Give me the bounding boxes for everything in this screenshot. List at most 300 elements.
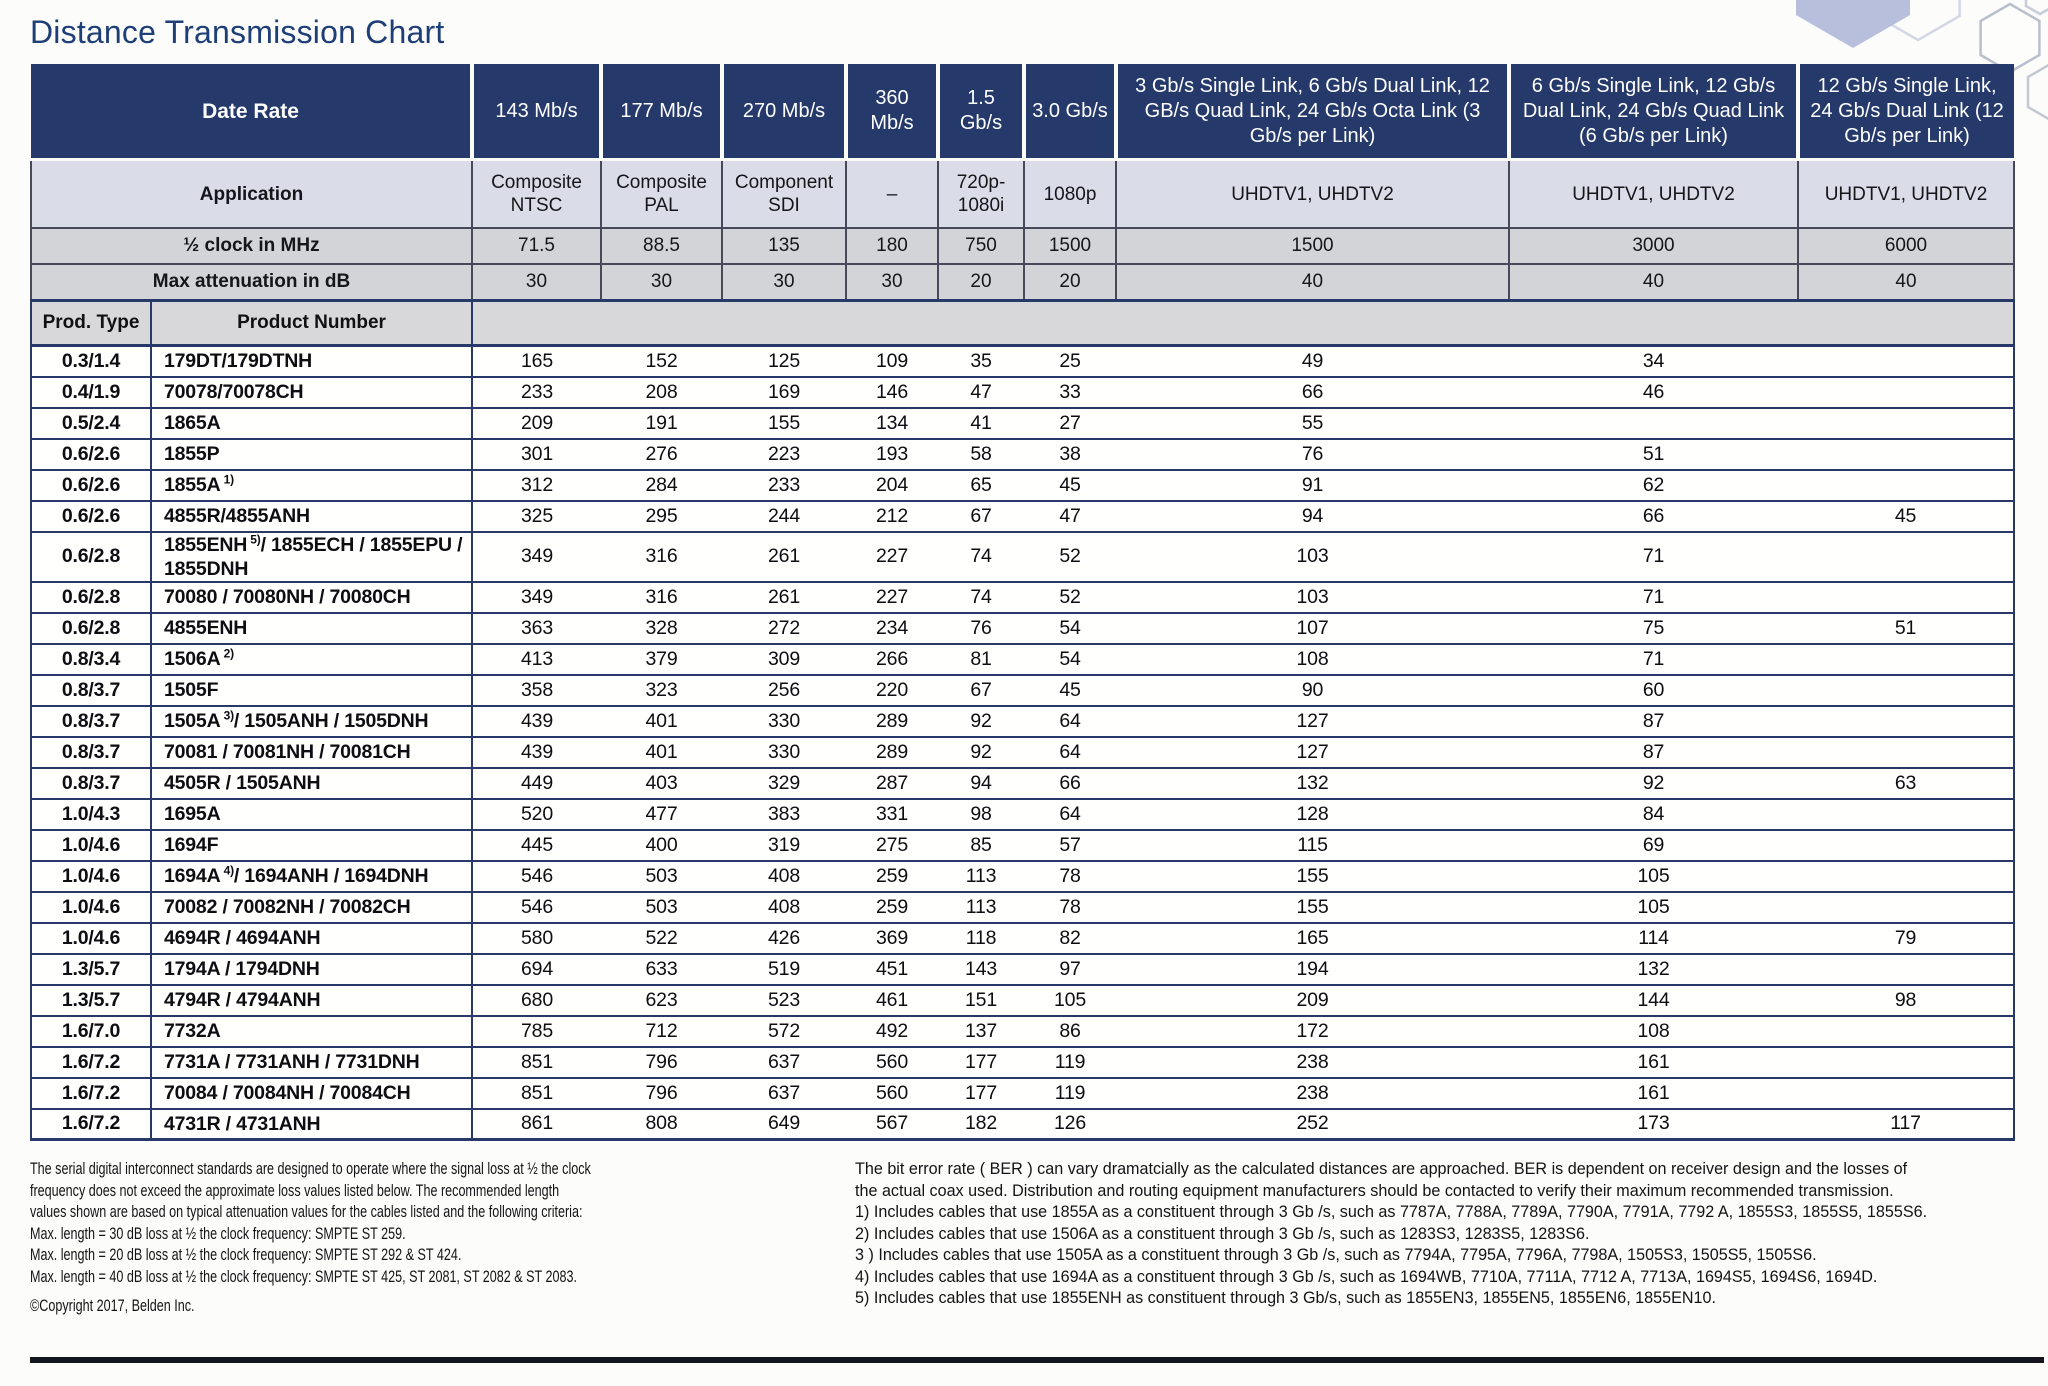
bottom-rule bbox=[30, 1357, 2044, 1363]
distance-value-cell: 78 bbox=[1024, 861, 1116, 892]
product-number-cell: 1695A bbox=[151, 799, 472, 830]
table-body bbox=[31, 346, 2014, 1140]
distance-value-cell: 84 bbox=[1509, 799, 1798, 830]
distance-value-cell: 151 bbox=[938, 985, 1024, 1016]
distance-value-cell: 81 bbox=[938, 644, 1024, 675]
distance-value-cell: 57 bbox=[1024, 830, 1116, 861]
distance-value-cell: 87 bbox=[1509, 737, 1798, 768]
product-number-cell: 1505F bbox=[151, 675, 472, 706]
distance-value-cell: 503 bbox=[601, 861, 722, 892]
distance-value-cell: 98 bbox=[1798, 985, 2014, 1016]
distance-value-cell: 401 bbox=[601, 737, 722, 768]
distance-value-cell: 87 bbox=[1509, 706, 1798, 737]
distance-value-cell: 492 bbox=[846, 1016, 938, 1047]
distance-value-cell: 108 bbox=[1509, 1016, 1798, 1047]
footnote-line: 5) Includes cables that use 1855ENH as constituent through 3 Gb/s, such as 1855EN3, 1855EN5, 1855EN6, 1855EN10. bbox=[855, 1288, 1716, 1307]
distance-value-cell: 177 bbox=[938, 1047, 1024, 1078]
distance-value-cell: 45 bbox=[1024, 675, 1116, 706]
distance-value-cell: 38 bbox=[1024, 439, 1116, 470]
product-number-cell: 1694A $^{4)}$/ 1694ANH / 1694DNH bbox=[151, 861, 472, 892]
prod-type-cell: 1.0/4.6 bbox=[31, 923, 151, 954]
distance-value-cell bbox=[1798, 470, 2014, 501]
footnote-reference: 3) bbox=[220, 708, 234, 723]
distance-value-cell bbox=[1798, 644, 2014, 675]
distance-value-cell: 92 bbox=[938, 706, 1024, 737]
distance-value-cell: 64 bbox=[1024, 706, 1116, 737]
table-row bbox=[31, 1016, 2014, 1047]
table-row bbox=[31, 1109, 2014, 1140]
header-row-half-clock bbox=[31, 228, 2014, 264]
header-row-product bbox=[31, 301, 2014, 346]
distance-value-cell: 66 bbox=[1509, 501, 1798, 532]
distance-value-cell bbox=[1798, 706, 2014, 737]
table-row bbox=[31, 501, 2014, 532]
distance-value-cell bbox=[1798, 799, 2014, 830]
distance-value-cell: 128 bbox=[1116, 799, 1509, 830]
distance-value-cell: 78 bbox=[1024, 892, 1116, 923]
distance-value-cell: 256 bbox=[722, 675, 846, 706]
product-number-cell: 1694F bbox=[151, 830, 472, 861]
table-row bbox=[31, 532, 2014, 582]
distance-value-cell: 90 bbox=[1116, 675, 1509, 706]
distance-value-cell: 266 bbox=[846, 644, 938, 675]
prod-type-cell: 1.0/4.6 bbox=[31, 861, 151, 892]
max-attenuation-cell: 30 bbox=[846, 264, 938, 301]
prod-type-cell: 0.5/2.4 bbox=[31, 408, 151, 439]
distance-value-cell: 75 bbox=[1509, 613, 1798, 644]
footnote-left-lines bbox=[30, 1158, 681, 1287]
distance-value-cell: 172 bbox=[1116, 1016, 1509, 1047]
distance-value-cell: 52 bbox=[1024, 532, 1116, 582]
half-clock-header: ½ clock in MHz bbox=[31, 228, 472, 264]
distance-value-cell: 851 bbox=[472, 1047, 601, 1078]
distance-value-cell: 363 bbox=[472, 613, 601, 644]
distance-value-cell: 152 bbox=[601, 346, 722, 377]
distance-value-cell: 330 bbox=[722, 737, 846, 768]
product-number-cell: 4855R/4855ANH bbox=[151, 501, 472, 532]
hexagon-outline-small-icon bbox=[2026, 0, 2048, 14]
distance-value-cell bbox=[1798, 675, 2014, 706]
prod-type-cell: 1.6/7.2 bbox=[31, 1109, 151, 1140]
distance-value-cell: 173 bbox=[1509, 1109, 1798, 1140]
prod-type-cell: 0.8/3.7 bbox=[31, 737, 151, 768]
distance-value-cell: 67 bbox=[938, 675, 1024, 706]
table-row bbox=[31, 706, 2014, 737]
distance-value-cell: 118 bbox=[938, 923, 1024, 954]
prod-type-cell: 1.0/4.3 bbox=[31, 799, 151, 830]
product-number-cell: 1855ENH $^{5)}$/ 1855ECH / 1855EPU / 1855DNH bbox=[151, 532, 472, 582]
table-row bbox=[31, 1078, 2014, 1109]
distance-value-cell: 146 bbox=[846, 377, 938, 408]
distance-value-cell: 45 bbox=[1024, 470, 1116, 501]
distance-value-cell: 325 bbox=[472, 501, 601, 532]
prod-type-cell: 0.6/2.6 bbox=[31, 470, 151, 501]
distance-value-cell: 92 bbox=[938, 737, 1024, 768]
table-row bbox=[31, 737, 2014, 768]
prod-type-cell: 1.6/7.0 bbox=[31, 1016, 151, 1047]
distance-value-cell: 69 bbox=[1509, 830, 1798, 861]
distance-value-cell: 445 bbox=[472, 830, 601, 861]
distance-value-cell: 623 bbox=[601, 985, 722, 1016]
distance-value-cell: 289 bbox=[846, 737, 938, 768]
distance-value-cell: 796 bbox=[601, 1078, 722, 1109]
distance-value-cell: 132 bbox=[1509, 954, 1798, 985]
distance-value-cell: 408 bbox=[722, 861, 846, 892]
distance-value-cell: 312 bbox=[472, 470, 601, 501]
table-row bbox=[31, 799, 2014, 830]
distance-value-cell: 567 bbox=[846, 1109, 938, 1140]
distance-value-cell: 329 bbox=[722, 768, 846, 799]
distance-value-cell: 66 bbox=[1024, 768, 1116, 799]
table-row bbox=[31, 985, 2014, 1016]
product-number-cell: 70081 / 70081NH / 70081CH bbox=[151, 737, 472, 768]
prod-type-cell: 0.8/3.4 bbox=[31, 644, 151, 675]
distance-value-cell: 259 bbox=[846, 861, 938, 892]
table-row bbox=[31, 644, 2014, 675]
distance-value-cell: 238 bbox=[1116, 1078, 1509, 1109]
distance-value-cell: 63 bbox=[1798, 768, 2014, 799]
distance-value-cell bbox=[1509, 408, 1798, 439]
distance-value-cell: 694 bbox=[472, 954, 601, 985]
distance-value-cell: 137 bbox=[938, 1016, 1024, 1047]
distance-value-cell: 227 bbox=[846, 532, 938, 582]
prod-type-cell: 0.8/3.7 bbox=[31, 706, 151, 737]
table-row bbox=[31, 439, 2014, 470]
product-number-cell: 7731A / 7731ANH / 7731DNH bbox=[151, 1047, 472, 1078]
distance-value-cell: 41 bbox=[938, 408, 1024, 439]
product-header-spacer bbox=[472, 301, 2014, 346]
distance-value-cell: 522 bbox=[601, 923, 722, 954]
table-row bbox=[31, 582, 2014, 613]
distance-value-cell: 161 bbox=[1509, 1078, 1798, 1109]
distance-value-cell: 64 bbox=[1024, 799, 1116, 830]
distance-value-cell: 209 bbox=[472, 408, 601, 439]
distance-value-cell: 261 bbox=[722, 532, 846, 582]
prod-type-cell: 1.0/4.6 bbox=[31, 830, 151, 861]
product-number-cell: 1506A $^{2)}$ bbox=[151, 644, 472, 675]
footnote-line: The serial digital interconnect standards are designed to operate where the signal loss at ½ the clock bbox=[30, 1159, 591, 1178]
distance-value-cell: 301 bbox=[472, 439, 601, 470]
prod-type-header: Prod. Type bbox=[31, 301, 151, 346]
application-cell: UHDTV1, UHDTV2 bbox=[1116, 160, 1509, 229]
footnote-right bbox=[855, 1158, 2048, 1309]
distance-value-cell: 114 bbox=[1509, 923, 1798, 954]
distance-value-cell: 49 bbox=[1116, 346, 1509, 377]
distance-value-cell: 323 bbox=[601, 675, 722, 706]
distance-value-cell: 51 bbox=[1509, 439, 1798, 470]
table-row bbox=[31, 377, 2014, 408]
page-title: Distance Transmission Chart bbox=[30, 14, 445, 50]
product-number-cell: 1865A bbox=[151, 408, 472, 439]
distance-value-cell: 107 bbox=[1116, 613, 1509, 644]
distance-value-cell bbox=[1798, 532, 2014, 582]
half-clock-cell: 88.5 bbox=[601, 228, 722, 264]
distance-value-cell: 109 bbox=[846, 346, 938, 377]
distance-value-cell: 126 bbox=[1024, 1109, 1116, 1140]
prod-type-cell: 0.6/2.8 bbox=[31, 532, 151, 582]
prod-type-cell: 1.0/4.6 bbox=[31, 892, 151, 923]
footnote-line: 4) Includes cables that use 1694A as a constituent through 3 Gb /s, such as 1694WB, 7710A, 7711A, 7712 A, 7713A, 1694S5, 1694S6, 1694D. bbox=[855, 1266, 1878, 1286]
distance-value-cell: 103 bbox=[1116, 582, 1509, 613]
product-number-cell: 70084 / 70084NH / 70084CH bbox=[151, 1078, 472, 1109]
application-cell: Composite NTSC bbox=[472, 160, 601, 229]
distance-value-cell: 54 bbox=[1024, 613, 1116, 644]
table-row bbox=[31, 892, 2014, 923]
product-number-cell: 7732A bbox=[151, 1016, 472, 1047]
distance-value-cell: 560 bbox=[846, 1047, 938, 1078]
distance-value-cell: 572 bbox=[722, 1016, 846, 1047]
distance-value-cell: 520 bbox=[472, 799, 601, 830]
distance-value-cell: 503 bbox=[601, 892, 722, 923]
distance-value-cell: 408 bbox=[722, 892, 846, 923]
distance-value-cell: 580 bbox=[472, 923, 601, 954]
half-clock-cell: 71.5 bbox=[472, 228, 601, 264]
distance-value-cell bbox=[1798, 582, 2014, 613]
product-number-cell: 70080 / 70080NH / 70080CH bbox=[151, 582, 472, 613]
distance-value-cell: 209 bbox=[1116, 985, 1509, 1016]
header-row-application bbox=[31, 160, 2014, 229]
distance-value-cell: 234 bbox=[846, 613, 938, 644]
prod-type-cell: 1.3/5.7 bbox=[31, 954, 151, 985]
application-header: Application bbox=[31, 160, 472, 229]
max-attenuation-cell: 20 bbox=[1024, 264, 1116, 301]
distance-value-cell: 851 bbox=[472, 1078, 601, 1109]
distance-value-cell bbox=[1798, 954, 2014, 985]
distance-value-cell: 91 bbox=[1116, 470, 1509, 501]
distance-value-cell: 105 bbox=[1509, 892, 1798, 923]
table-row bbox=[31, 861, 2014, 892]
distance-value-cell: 289 bbox=[846, 706, 938, 737]
distance-value-cell: 519 bbox=[722, 954, 846, 985]
half-clock-cell: 750 bbox=[938, 228, 1024, 264]
rate-column-header: 1.5 Gb/s bbox=[938, 64, 1024, 160]
distance-value-cell: 204 bbox=[846, 470, 938, 501]
distance-value-cell: 451 bbox=[846, 954, 938, 985]
rate-column-header: 6 Gb/s Single Link, 12 Gb/s Dual Link, 24 Gb/s Quad Link (6 Gb/s per Link) bbox=[1509, 64, 1798, 160]
distance-value-cell: 79 bbox=[1798, 923, 2014, 954]
distance-value-cell: 132 bbox=[1116, 768, 1509, 799]
distance-value-cell: 193 bbox=[846, 439, 938, 470]
distance-value-cell: 233 bbox=[472, 377, 601, 408]
distance-value-cell: 276 bbox=[601, 439, 722, 470]
distance-value-cell: 319 bbox=[722, 830, 846, 861]
application-cell: Component SDI bbox=[722, 160, 846, 229]
distance-value-cell: 252 bbox=[1116, 1109, 1509, 1140]
prod-type-cell: 0.6/2.6 bbox=[31, 501, 151, 532]
distance-value-cell: 328 bbox=[601, 613, 722, 644]
distance-value-cell: 155 bbox=[1116, 861, 1509, 892]
prod-type-cell: 0.6/2.8 bbox=[31, 613, 151, 644]
rate-column-header: 143 Mb/s bbox=[472, 64, 601, 160]
header-row-max-attenuation bbox=[31, 264, 2014, 301]
hexagon-outline-cut-icon bbox=[2028, 62, 2048, 122]
distance-value-cell: 861 bbox=[472, 1109, 601, 1140]
distance-value-cell: 261 bbox=[722, 582, 846, 613]
distance-value-cell bbox=[1798, 830, 2014, 861]
distance-value-cell bbox=[1798, 1047, 2014, 1078]
distance-value-cell: 295 bbox=[601, 501, 722, 532]
table-row bbox=[31, 830, 2014, 861]
distance-value-cell bbox=[1798, 1016, 2014, 1047]
distance-value-cell: 74 bbox=[938, 532, 1024, 582]
distance-value-cell: 358 bbox=[472, 675, 601, 706]
distance-value-cell: 34 bbox=[1509, 346, 1798, 377]
footnote-reference: 2) bbox=[220, 646, 234, 661]
distance-value-cell: 461 bbox=[846, 985, 938, 1016]
distance-value-cell: 680 bbox=[472, 985, 601, 1016]
distance-value-cell: 64 bbox=[1024, 737, 1116, 768]
footnote-line: Max. length = 40 dB loss at ½ the clock frequency: SMPTE ST 425, ST 2081, ST 2082 & ST 2083. bbox=[30, 1266, 577, 1286]
table-row bbox=[31, 470, 2014, 501]
footnote-line: Max. length = 20 dB loss at ½ the clock frequency: SMPTE ST 292 & ST 424. bbox=[30, 1245, 462, 1264]
distance-value-cell: 330 bbox=[722, 706, 846, 737]
half-clock-cell: 135 bbox=[722, 228, 846, 264]
distance-value-cell: 649 bbox=[722, 1109, 846, 1140]
distance-value-cell: 401 bbox=[601, 706, 722, 737]
table-row bbox=[31, 408, 2014, 439]
distance-value-cell: 155 bbox=[722, 408, 846, 439]
distance-value-cell: 808 bbox=[601, 1109, 722, 1140]
distance-value-cell: 97 bbox=[1024, 954, 1116, 985]
distance-value-cell: 54 bbox=[1024, 644, 1116, 675]
prod-type-cell: 0.6/2.8 bbox=[31, 582, 151, 613]
distance-value-cell: 27 bbox=[1024, 408, 1116, 439]
product-number-cell: 4855ENH bbox=[151, 613, 472, 644]
table-row bbox=[31, 768, 2014, 799]
distance-value-cell: 161 bbox=[1509, 1047, 1798, 1078]
half-clock-cell: 180 bbox=[846, 228, 938, 264]
distance-value-cell: 51 bbox=[1798, 613, 2014, 644]
distance-value-cell bbox=[1798, 408, 2014, 439]
prod-type-cell: 0.3/1.4 bbox=[31, 346, 151, 377]
distance-value-cell: 76 bbox=[938, 613, 1024, 644]
application-cell: 720p-1080i bbox=[938, 160, 1024, 229]
distance-value-cell: 439 bbox=[472, 706, 601, 737]
distance-value-cell bbox=[1798, 892, 2014, 923]
distance-value-cell: 94 bbox=[938, 768, 1024, 799]
rate-column-header: 12 Gb/s Single Link, 24 Gb/s Dual Link (12 Gb/s per Link) bbox=[1798, 64, 2014, 160]
prod-type-cell: 1.6/7.2 bbox=[31, 1078, 151, 1109]
distance-transmission-table bbox=[30, 64, 2015, 1141]
distance-value-cell: 560 bbox=[846, 1078, 938, 1109]
distance-value-cell: 67 bbox=[938, 501, 1024, 532]
distance-value-cell bbox=[1798, 1078, 2014, 1109]
distance-value-cell: 349 bbox=[472, 532, 601, 582]
product-number-cell: 4731R / 4731ANH bbox=[151, 1109, 472, 1140]
distance-value-cell: 74 bbox=[938, 582, 1024, 613]
distance-value-cell: 287 bbox=[846, 768, 938, 799]
distance-value-cell: 309 bbox=[722, 644, 846, 675]
distance-value-cell: 92 bbox=[1509, 768, 1798, 799]
distance-value-cell: 62 bbox=[1509, 470, 1798, 501]
distance-value-cell: 523 bbox=[722, 985, 846, 1016]
half-clock-cell: 3000 bbox=[1509, 228, 1798, 264]
table-row bbox=[31, 954, 2014, 985]
product-number-cell: 4794R / 4794ANH bbox=[151, 985, 472, 1016]
distance-value-cell: 546 bbox=[472, 892, 601, 923]
distance-value-cell: 426 bbox=[722, 923, 846, 954]
distance-value-cell: 272 bbox=[722, 613, 846, 644]
distance-value-cell: 71 bbox=[1509, 532, 1798, 582]
header-row-rates bbox=[31, 64, 2014, 160]
distance-value-cell: 45 bbox=[1798, 501, 2014, 532]
distance-value-cell: 403 bbox=[601, 768, 722, 799]
max-attenuation-cell: 40 bbox=[1116, 264, 1509, 301]
distance-value-cell: 86 bbox=[1024, 1016, 1116, 1047]
date-rate-header: Date Rate bbox=[31, 64, 472, 160]
distance-value-cell: 113 bbox=[938, 892, 1024, 923]
distance-value-cell: 349 bbox=[472, 582, 601, 613]
distance-value-cell bbox=[1798, 439, 2014, 470]
footnote-reference: 1) bbox=[220, 472, 234, 487]
max-attenuation-header: Max attenuation in dB bbox=[31, 264, 472, 301]
application-cell: UHDTV1, UHDTV2 bbox=[1509, 160, 1798, 229]
footnote-line: The bit error rate ( BER ) can vary dramatcially as the calculated distances are approached. BER is dependent on receiver design and the losses of bbox=[855, 1159, 1908, 1178]
hexagon-outline-icon bbox=[1981, 4, 2040, 72]
max-attenuation-cell: 40 bbox=[1798, 264, 2014, 301]
distance-value-cell: 233 bbox=[722, 470, 846, 501]
distance-value-cell: 105 bbox=[1024, 985, 1116, 1016]
distance-value-cell: 25 bbox=[1024, 346, 1116, 377]
distance-value-cell: 134 bbox=[846, 408, 938, 439]
footnote-line: 1) Includes cables that use 1855A as a constituent through 3 Gb /s, such as 7787A, 7788A, 7789A, 7790A, 7791A, 7792 A, 1855S3, 1855S5, 1855S6. bbox=[855, 1202, 1928, 1221]
prod-type-cell: 0.8/3.7 bbox=[31, 768, 151, 799]
footnote-reference: 4) bbox=[220, 863, 234, 878]
distance-value-cell: 66 bbox=[1116, 377, 1509, 408]
distance-value-cell: 103 bbox=[1116, 532, 1509, 582]
distance-value-cell: 796 bbox=[601, 1047, 722, 1078]
prod-type-cell: 1.3/5.7 bbox=[31, 985, 151, 1016]
distance-value-cell: 220 bbox=[846, 675, 938, 706]
distance-value-cell: 65 bbox=[938, 470, 1024, 501]
rate-column-header: 360 Mb/s bbox=[846, 64, 938, 160]
distance-value-cell: 449 bbox=[472, 768, 601, 799]
max-attenuation-cell: 30 bbox=[472, 264, 601, 301]
rate-column-header: 3 Gb/s Single Link, 6 Gb/s Dual Link, 12 GB/s Quad Link, 24 Gb/s Octa Link (3 Gb/s per Link) bbox=[1116, 64, 1509, 160]
distance-value-cell: 275 bbox=[846, 830, 938, 861]
distance-value-cell: 413 bbox=[472, 644, 601, 675]
distance-value-cell: 76 bbox=[1116, 439, 1509, 470]
rate-column-header: 3.0 Gb/s bbox=[1024, 64, 1116, 160]
distance-value-cell: 316 bbox=[601, 582, 722, 613]
max-attenuation-cell: 30 bbox=[722, 264, 846, 301]
distance-value-cell bbox=[1798, 737, 2014, 768]
distance-value-cell: 143 bbox=[938, 954, 1024, 985]
distance-value-cell: 115 bbox=[1116, 830, 1509, 861]
product-number-cell: 1855A $^{1)}$ bbox=[151, 470, 472, 501]
hexagon-solid-icon bbox=[1796, 0, 1910, 48]
distance-value-cell: 637 bbox=[722, 1078, 846, 1109]
product-number-header: Product Number bbox=[151, 301, 472, 346]
footnote-line: Max. length = 30 dB loss at ½ the clock frequency: SMPTE ST 259. bbox=[30, 1223, 406, 1243]
prod-type-cell: 0.8/3.7 bbox=[31, 675, 151, 706]
distance-value-cell: 60 bbox=[1509, 675, 1798, 706]
product-number-cell: 4694R / 4694ANH bbox=[151, 923, 472, 954]
prod-type-cell: 1.6/7.2 bbox=[31, 1047, 151, 1078]
distance-value-cell: 259 bbox=[846, 892, 938, 923]
distance-value-cell: 208 bbox=[601, 377, 722, 408]
distance-value-cell: 383 bbox=[722, 799, 846, 830]
distance-value-cell: 238 bbox=[1116, 1047, 1509, 1078]
application-cell: Composite PAL bbox=[601, 160, 722, 229]
distance-value-cell: 165 bbox=[1116, 923, 1509, 954]
distance-value-cell: 194 bbox=[1116, 954, 1509, 985]
max-attenuation-cell: 30 bbox=[601, 264, 722, 301]
footnote-left bbox=[30, 1158, 681, 1317]
max-attenuation-cell: 40 bbox=[1509, 264, 1798, 301]
distance-value-cell: 369 bbox=[846, 923, 938, 954]
distance-value-cell: 155 bbox=[1116, 892, 1509, 923]
